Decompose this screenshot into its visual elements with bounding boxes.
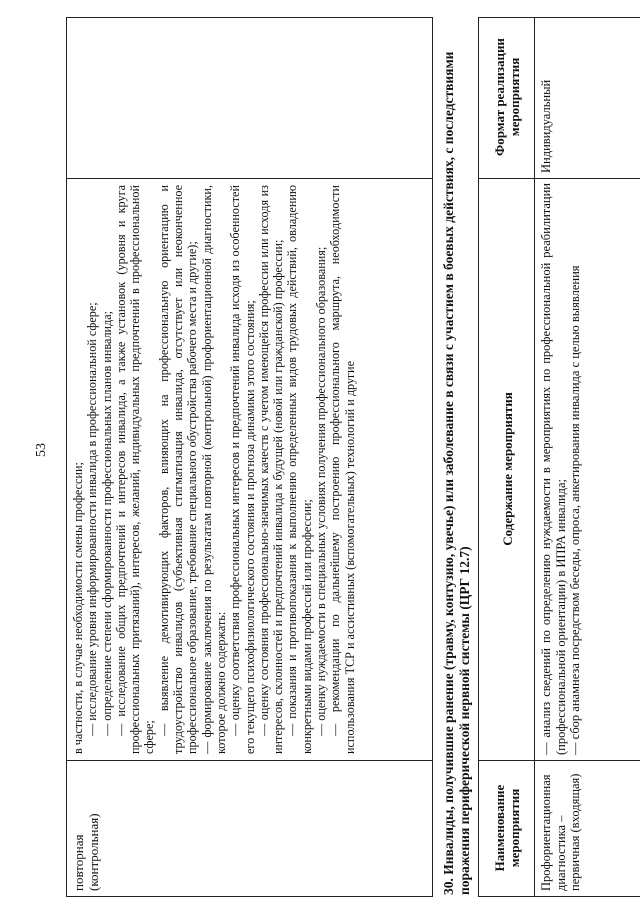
content-cell <box>67 178 432 760</box>
section-heading: 30. Инвалиды, получившие ранение (травму, контузию, увечье) или заболевание в связи с участием в боевых действиях, с последствиями поражения периферической нервной системы (ЦРГ 12.7) <box>441 51 472 895</box>
content-line: — анализ сведений по определению нуждаемости в мероприятиях по профессиональной реабилитации (профессиональной ориентации) в ИПРА инвалида; <box>539 183 568 755</box>
measure-name-cell: Профориентационная диагностика – первичная (входящая) <box>539 773 582 891</box>
continuation-table <box>66 17 433 897</box>
measures-table <box>478 17 640 897</box>
content-line: в частности, в случае необходимости смены профессии; <box>71 462 85 754</box>
measure-format-cell: Индивидуальный <box>539 79 553 173</box>
format-cell-empty <box>67 16 432 178</box>
content-line: — показания и противопоказания к выполнению определенных видов трудовых действий, овладению конкретными видами профессий или профессии; <box>285 185 314 754</box>
content-line: — оценку состояния профессионально-значимых качеств с учетом имеющейся профессии или исходя из интересов, склонностей и предпочтений инвалида к будущей (новой или гражданской) профессии; <box>256 185 286 754</box>
content-line: — оценку нуждаемости в специальных условиях получения профессионального образования; <box>314 246 329 736</box>
header-format: Формат реализации мероприятия <box>492 38 522 156</box>
content-line: — формирование заключения по результатам повторной (контрольной) профориентационной диагностики, которое должно содержать: <box>199 185 228 754</box>
content-line: — исследование уровня информированности инвалида в профессиональной сфере; <box>85 302 100 736</box>
measure-content-cell <box>539 178 583 760</box>
content-line: — определение степени сформированности профессиональных планов инвалида; <box>99 310 114 736</box>
page-number: 53 <box>34 443 49 457</box>
content-line: — выявление демотивирующих факторов, влияющих на профессиональную ориентацию и трудоустройство инвалидов (субъективная стигматизация инвалида, отсутствует или неоконченное профессиональное образование, требование специального обустройства рабочего места и другие); <box>156 185 200 754</box>
header-name: Наименование мероприятия <box>492 784 522 872</box>
content-line: — исследование общих предпочтений и интересов инвалида, а также установок (уровня и круга профессиональных притязаний), интересов, желаний, индивидуальных предпочтений в профессиональной сфере; <box>113 185 157 754</box>
content-line: — сбор анамнеза посредством беседы, опроса, анкетирования инвалида с целью выявления <box>568 265 582 755</box>
header-content: Содержание мероприятия <box>499 392 515 546</box>
content-line: — оценку соответствия профессиональных интересов и предпочтений инвалида исходя из особенностей его текущего психофизиологического состояния и прогноза динамики этого состояния; <box>228 185 257 754</box>
row-label-cell: повторная (контрольная) <box>67 760 432 896</box>
content-line: — рекомендации по дальнейшему построению профессионального маршрута, необходимости использования ТСР и ассистивных (вспомогательных) технологий и другие <box>328 185 357 754</box>
